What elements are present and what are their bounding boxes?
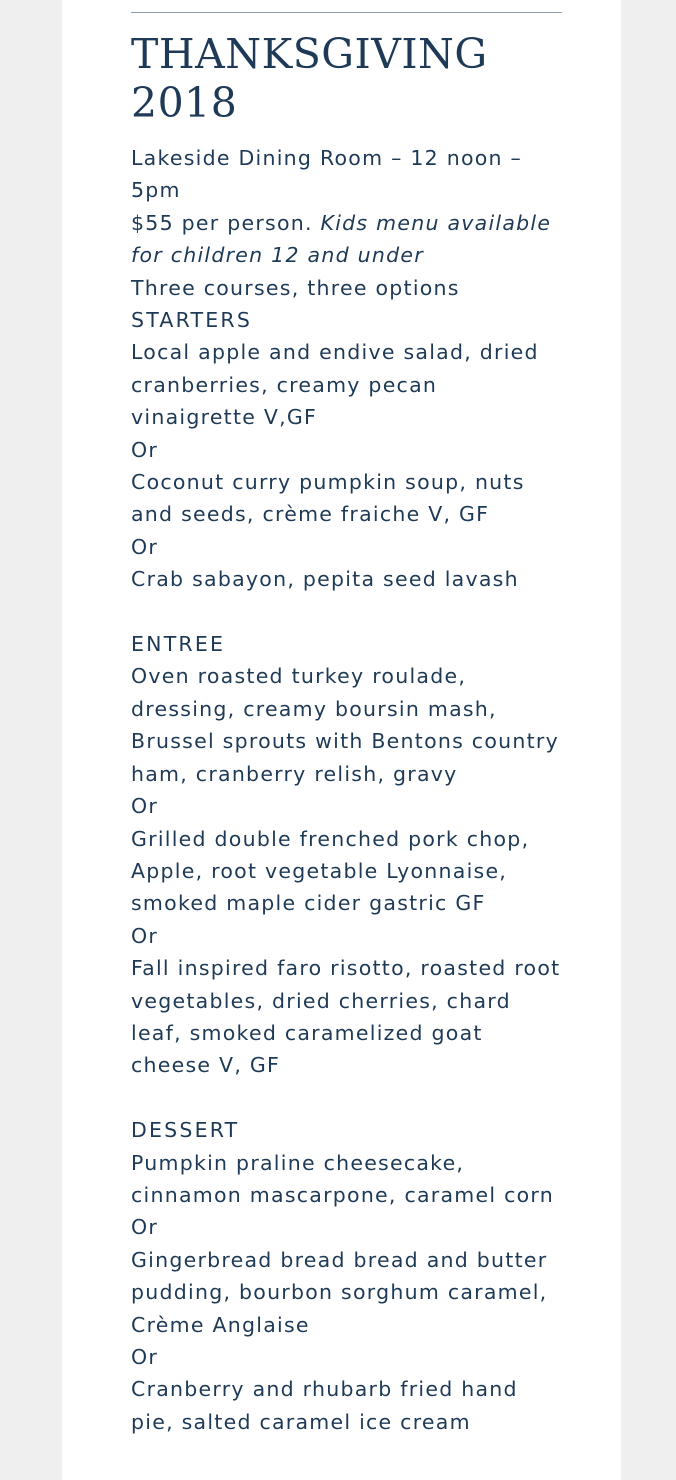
- starter-item: Local apple and endive salad, dried cranberries, creamy pecan vinaigrette V,GF: [131, 340, 539, 430]
- title-line-1: THANKSGIVING: [131, 30, 488, 78]
- title-line-2: 2018: [131, 79, 238, 127]
- page-title: [131, 30, 562, 128]
- dessert-item: Cranberry and rhubarb fried hand pie, salted caramel ice cream: [131, 1377, 518, 1434]
- dessert-item: Gingerbread bread bread and butter pudding, bourbon sorghum caramel, Crème Anglaise: [131, 1247, 548, 1337]
- or-separator: Or: [131, 794, 159, 819]
- or-separator: Or: [131, 923, 159, 948]
- location-info: Lakeside Dining Room – 12 noon – 5pm: [131, 146, 523, 203]
- section-heading-dessert: DESSERT: [131, 1118, 240, 1143]
- section-heading-starters: STARTERS: [131, 308, 253, 333]
- or-separator: Or: [131, 1215, 159, 1240]
- top-divider: [131, 12, 562, 13]
- starter-item: Crab sabayon, pepita seed lavash: [131, 567, 519, 592]
- price-text: $55 per person.: [131, 210, 313, 235]
- entree-item: Oven roasted turkey roulade, dressing, creamy boursin mash, Brussel sprouts with Bentons country ham, cranberry relish, gravy: [131, 664, 559, 786]
- entree-item: Grilled double frenched pork chop, Apple, root vegetable Lyonnaise, smoked maple cider gastric GF: [131, 826, 530, 916]
- kids-menu-note: Kids menu available for children 12 and under: [131, 210, 552, 268]
- or-separator: Or: [131, 437, 159, 462]
- courses-note: Three courses, three options: [131, 275, 460, 300]
- starter-item: Coconut curry pumpkin soup, nuts and seeds, crème fraiche V, GF: [131, 470, 525, 527]
- section-spacer: [131, 1082, 562, 1114]
- dessert-item: Pumpkin praline cheesecake, cinnamon mascarpone, caramel corn: [131, 1150, 554, 1207]
- or-separator: Or: [131, 1345, 159, 1369]
- section-spacer: [131, 596, 562, 628]
- menu-body: [131, 142, 562, 1438]
- section-heading-entree: ENTREE: [131, 632, 226, 657]
- menu-content: [131, 0, 562, 1438]
- menu-page: [62, 0, 621, 1480]
- entree-item: Fall inspired faro risotto, roasted root vegetables, dried cherries, chard leaf, smoked caramelized goat cheese V, GF: [131, 956, 561, 1078]
- or-separator: Or: [131, 534, 159, 559]
- price-info: [131, 207, 562, 272]
